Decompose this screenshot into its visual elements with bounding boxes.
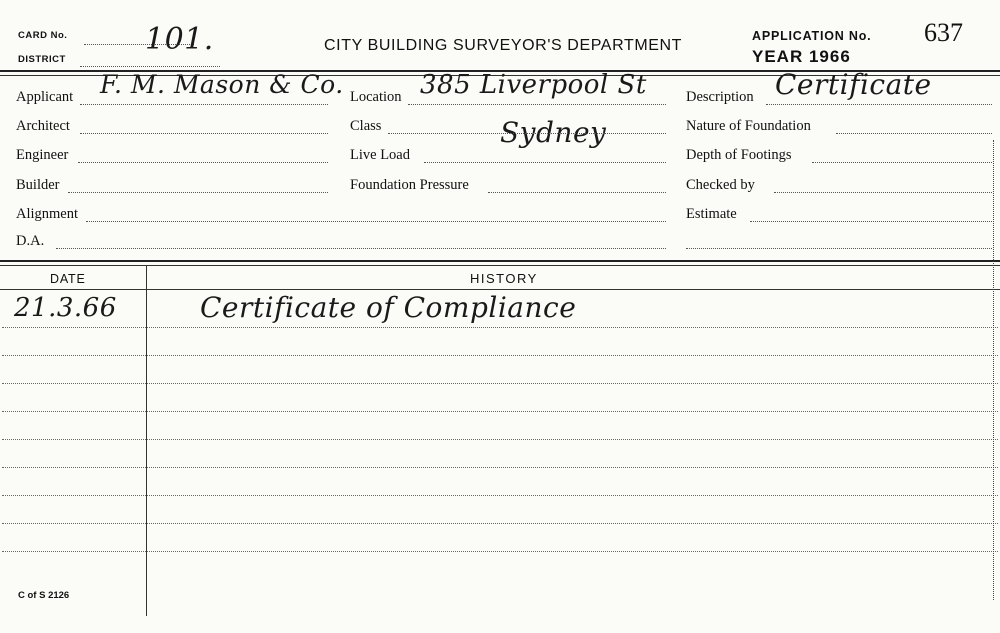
district-line <box>80 66 220 67</box>
description-label: Description <box>686 89 754 105</box>
description-value: Certificate <box>775 68 932 101</box>
engineer-line <box>78 162 328 163</box>
history-line <box>2 439 998 440</box>
nature-of-foundation-label: Nature of Foundation <box>686 118 811 134</box>
year-label: YEAR 1966 <box>752 47 851 66</box>
date-header: DATE <box>50 272 86 286</box>
live-load-line <box>424 162 666 163</box>
history-line <box>2 495 998 496</box>
depth-of-footings-line <box>812 162 992 163</box>
history-rule-second <box>0 265 1000 266</box>
da-label: D.A. <box>16 233 45 249</box>
history-header-rule <box>0 289 1000 290</box>
history-entry-text: Certificate of Compliance <box>200 291 577 324</box>
application-label: APPLICATION No. <box>752 29 872 43</box>
engineer-label: Engineer <box>16 147 69 163</box>
alignment-line <box>86 221 666 222</box>
class-line <box>388 133 666 134</box>
date-column-divider <box>146 266 147 616</box>
da-line <box>56 248 666 249</box>
blank-line-right <box>686 248 992 249</box>
estimate-label: Estimate <box>686 206 737 222</box>
location-label: Location <box>350 89 402 105</box>
applicant-label: Applicant <box>16 89 74 105</box>
history-line <box>2 551 998 552</box>
class-label: Class <box>350 118 382 134</box>
history-line <box>2 355 998 356</box>
history-rule-top <box>0 260 1000 262</box>
location-value-line2: Sydney <box>500 116 607 149</box>
card-edge-marks <box>993 140 996 600</box>
history-line <box>2 383 998 384</box>
card-no-value: 101. <box>145 22 214 57</box>
description-line <box>766 104 992 105</box>
builder-label: Builder <box>16 177 60 193</box>
district-label: DISTRICT <box>18 54 66 65</box>
checked-by-line <box>774 192 992 193</box>
foundation-pressure-label: Foundation Pressure <box>350 177 469 193</box>
checked-by-label: Checked by <box>686 177 755 193</box>
card-no-label: CARD No. <box>18 30 68 41</box>
department-title: CITY BUILDING SURVEYOR'S DEPARTMENT <box>324 37 683 54</box>
location-value-line1: 385 Liverpool St <box>420 70 647 100</box>
application-number: 637 <box>924 18 963 47</box>
history-header: HISTORY <box>470 271 538 286</box>
applicant-line <box>80 104 328 105</box>
nature-of-foundation-line <box>836 133 992 134</box>
foundation-pressure-line <box>488 192 666 193</box>
alignment-label: Alignment <box>16 206 79 222</box>
history-line <box>2 467 998 468</box>
history-entry-date: 21.3.66 <box>14 293 117 323</box>
architect-label: Architect <box>16 118 70 134</box>
history-line <box>2 523 998 524</box>
live-load-label: Live Load <box>350 147 410 163</box>
architect-line <box>80 133 328 134</box>
applicant-value: F. M. Mason & Co. <box>100 70 344 99</box>
history-line <box>2 411 998 412</box>
history-line <box>2 327 998 328</box>
location-line <box>408 104 666 105</box>
builder-line <box>68 192 328 193</box>
depth-of-footings-label: Depth of Footings <box>686 147 792 163</box>
form-code: C of S 2126 <box>18 590 70 601</box>
estimate-line <box>750 221 992 222</box>
